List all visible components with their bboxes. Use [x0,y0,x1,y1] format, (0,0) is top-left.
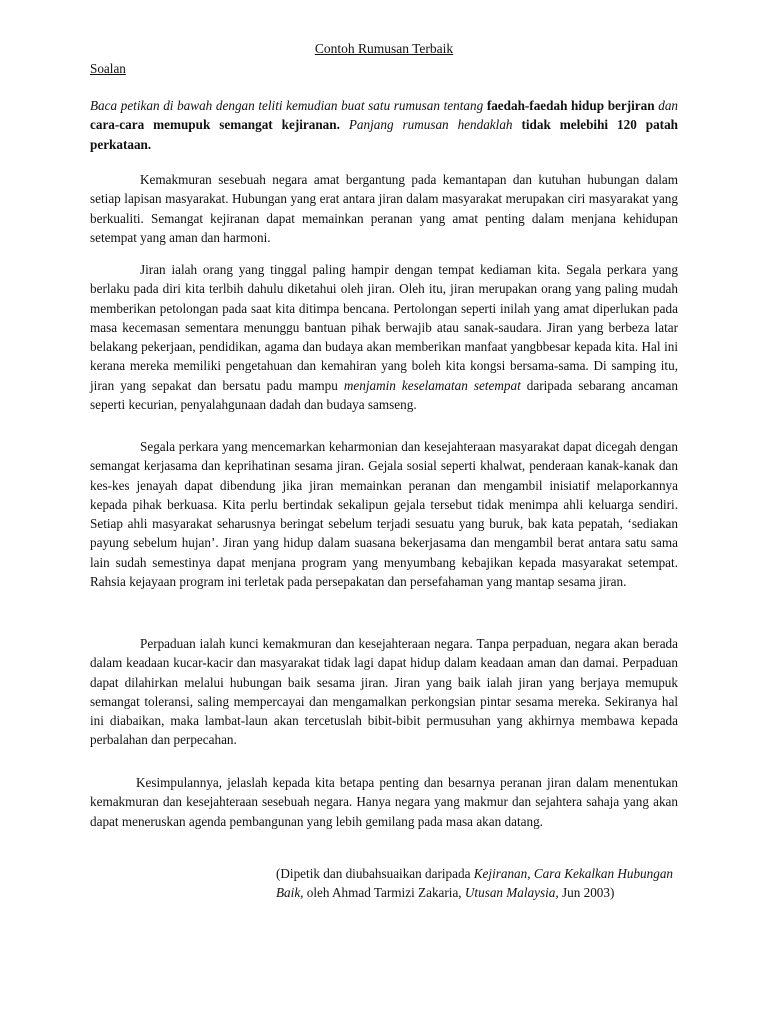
instruction-text-3: Panjang rumusan hendaklah [339,117,522,133]
source-publication: Utusan Malaysia, [464,885,559,901]
paragraph-1: Kemakmuran sesebuah negara amat bergantung pada kemantapan dan kutuhan hubungan dalam setiap lapisan masyarakat. Hubungan yang erat antara jiran dalam masyarakat merupakan ciri masyarakat yang berkualiti. Semangat kejiranan dapat memainkan peranan yang amat penting dalam menjana kehidupan setempat yang aman dan harmoni. [90,172,678,245]
paragraph-4: Perpaduan ialah kunci kemakmuran dan kesejahteraan negara. Tanpa perpaduan, negara akan berada dalam keadaan kucar-kacir dan masyarakat tidak lagi dapat hidup dalam keadaan aman dan damai. Perpaduan dapat dilahirkan melalui hubungan baik sesama jiran. Jiran yang baik ialah jiran yang berjaya memupuk semangat toleransi, saling mempercayai dan mengamalkan perkongsian pintar sesama mereka. Sekiranya hal ini diabaikan, maka lambat-laun akan tercetuslah bibit-bibit permusuhan yang akhirnya membawa kepada perbalahan dan perpecahan. [90,636,678,748]
source-author: oleh Ahmad Tarmizi Zakaria, [303,885,465,901]
paragraph-2-text-start: Jiran ialah orang yang tinggal paling hampir dengan tempat kediaman kita. Segala perkara yang berlaku pada diri kita terlbih dahulu diketahui oleh jiran. Oleh itu, jiran merupakan orang yang paling mudah memberikan petolongan pada saat kita ditimpa bencana. Pertolongan seperti inilah yang amat diperlukan pada masa kecemasan sementara menunggu bantuan pihak berwajib atau sanak-saudara. Jiran yang berbeza latar belakang pekerjaan, pendidikan, agama dan budaya akan memberikan manfaat yangbbesar kepada kita. Hal ini kerana mereka memiliki pengetahuan dan kemahiran yang boleh kita kongsi bersama-sama. Di samping itu, jiran yang sepakat dan bersatu padu mampu [90,262,678,393]
source-citation [276,864,676,903]
instruction-paragraph [90,96,678,154]
instruction-bold-3: tidak melebihi 120 patah perkataan. [90,117,678,152]
paragraph-2-italic-phrase: menjamin keselamatan setempat [343,377,521,393]
paragraph-2 [90,260,678,414]
paragraph-3: Segala perkara yang mencemarkan keharmonian dan kesejahteraan masyarakat dapat dicegah dengan semangat kerjasama dan keprihatinan sesama jiran. Gejala sosial seperti khalwat, penderaan kanak-kanak dan kes-kes jenayah dapat dibendung jika jiran memainkan peranan dan mengambil inisiatif melaporkannya kepada pihak berkuasa. Kita perlu bertindak sekalipun gejala tersebut tidak menimpa ahli keluarga sendiri. Setiap ahli masyarakat seharusnya beringat sebelum terjadi sesuatu yang buruk, bak kata pepatah, ‘sediakan payung sebelum hujan’. Jiran yang hidup dalam suasana bekerjasama dan mengambil berat antara satu sama lain sudah semestinya dapat menjana program yang menyumbang kebajikan kepada masyarakat setempat. Rahsia kejayaan program ini terletak pada persepakatan dan persefahaman yang mantap sesama jiran. [90,439,678,590]
instruction-text-2: dan [654,98,678,113]
paragraph-5: Kesimpulannya, jelaslah kepada kita betapa penting dan besarnya peranan jiran dalam menentukan kemakmuran dan kesejahteraan sesebuah negara. Hanya negara yang makmur dan sejahtera sahaja yang akan dapat meneruskan agenda pembangunan yang lebih gemilang pada masa akan datang. [90,775,678,829]
source-article-title: Kejiranan, Cara Kekalkan Hubungan Baik, [276,866,674,901]
instruction-bold-2: cara-cara memupuk semangat kejiranan. [90,117,340,133]
section-label: Soalan [90,61,126,76]
source-prefix: (Dipetik dan diubahsuaikan daripada [276,866,474,881]
source-date: Jun 2003) [558,885,615,901]
instruction-bold-1: faedah-faedah hidup berjiran [486,98,655,113]
document-title: Contoh Rumusan Terbaik [314,41,454,56]
instruction-text-1: Baca petikan di bawah dengan teliti kemudian buat satu rumusan tentang [90,98,487,113]
paragraph-2-text-end: daripada sebarang ancaman seperti kecurian, penyalahgunaan dadah dan budaya samseng. [90,377,678,413]
